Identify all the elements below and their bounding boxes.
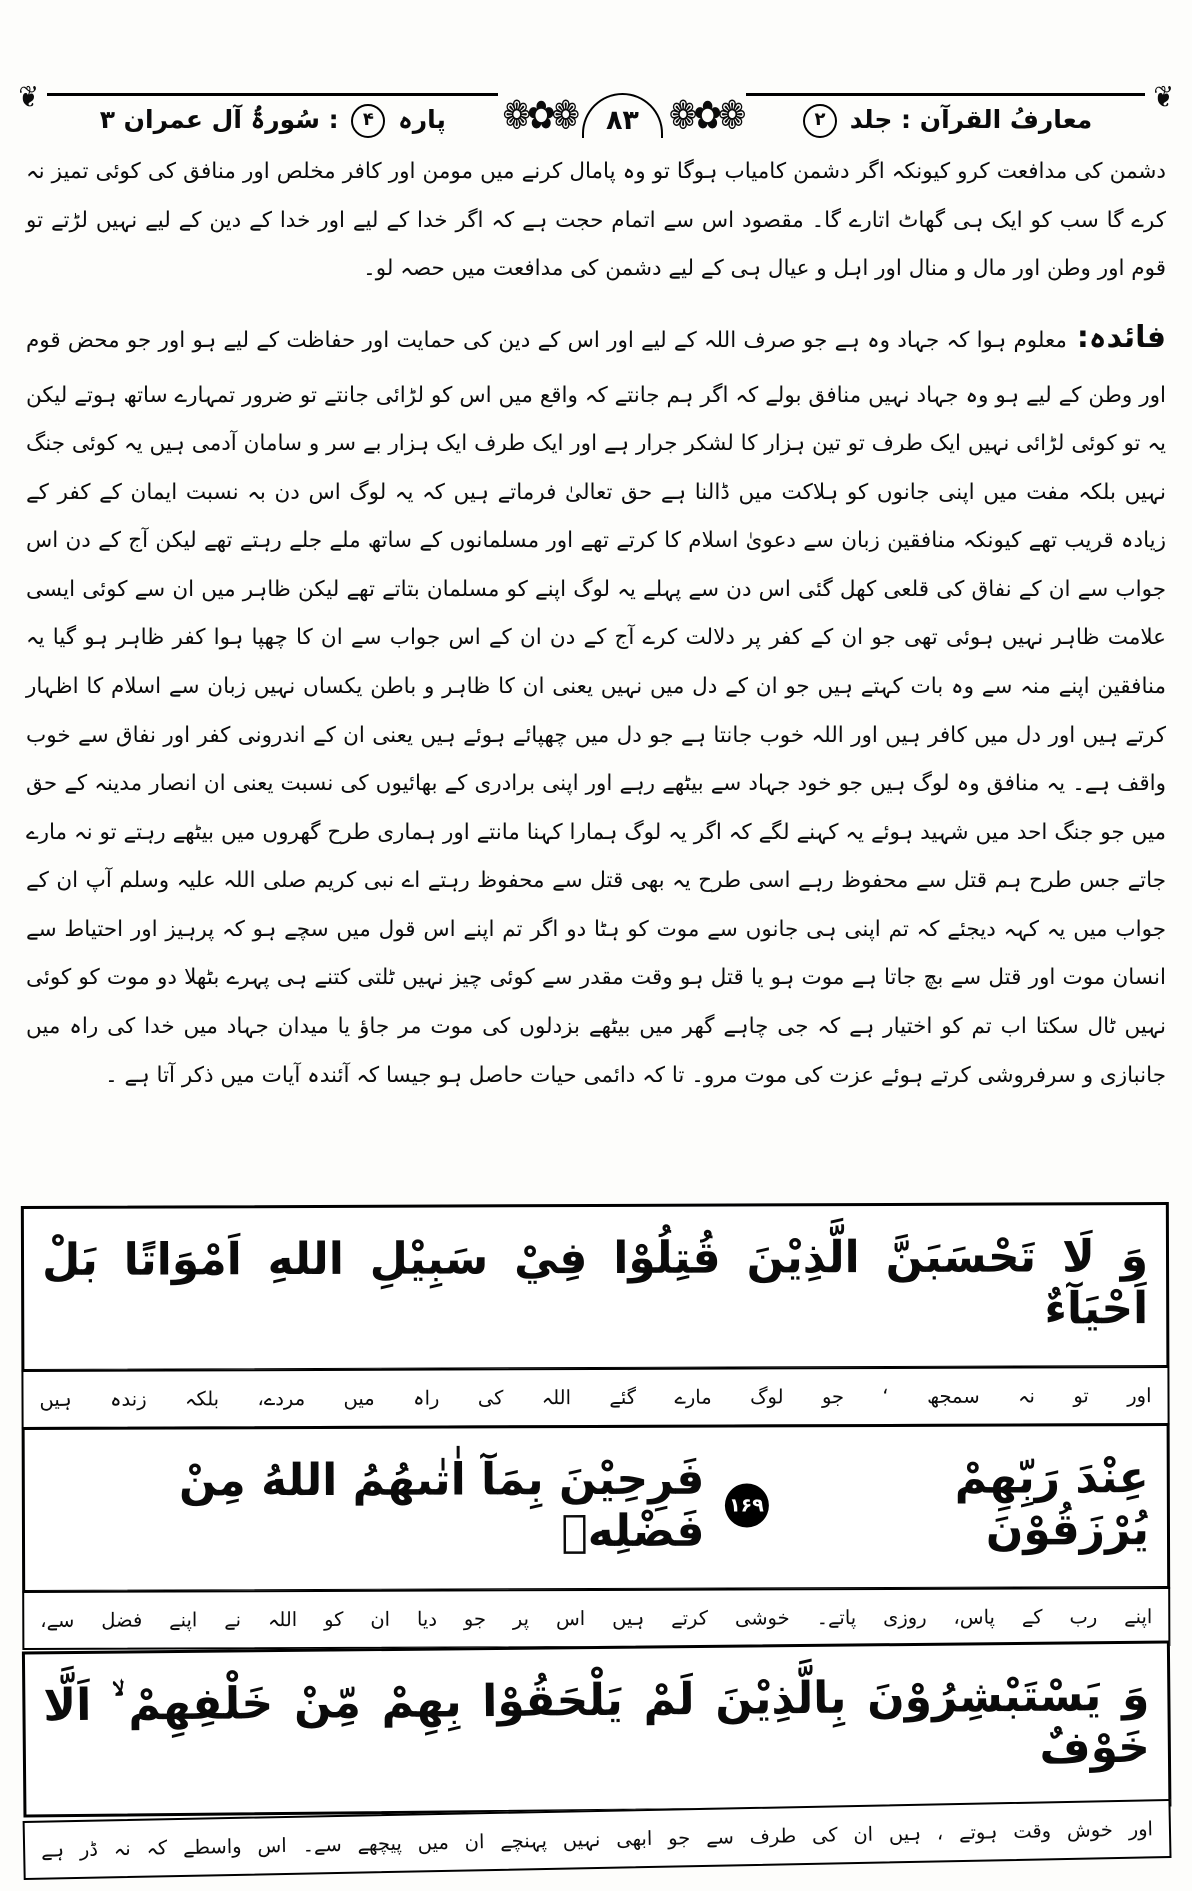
quran-verse-row-2: [22, 1423, 1171, 1593]
para-label: پارہ: [398, 105, 446, 134]
floral-ornament-icon: ❁✿❁: [668, 92, 743, 139]
verse-translation-block: [21, 1204, 1171, 1871]
paragraph-defence-of-enemy: دشمن کی مدافعت کرو کیونکہ اگر دشمن کامیاب ہوگا تو وہ پامال کرنے میں مومن اور کافر مخلص اور منافق کی کوئی تمیز نہ کرے گا سب کو ایک ہی گھاٹ اتارے گا۔ مقصود اس سے اتمام حجت ہے کہ اگر خدا کے لیے اور خدا کے دین کے لیے نہیں لڑتے تو قوم اور وطن اور مال و منال اور اہل و عیال ہی کے لیے دشمن کی مدافعت میں حصہ لو۔: [26, 159, 1166, 282]
floral-ornament-icon: ❁✿❁: [502, 92, 576, 139]
ayah-number-badge: ۱۶۹: [724, 1483, 768, 1527]
translation-row-1: اور تو نہ سمجھ ‘ جو لوگ مارے گئے اللہ کی راہ میں مردے، بلکہ زندہ ہیں: [21, 1366, 1169, 1429]
header-band: [16, 58, 1176, 138]
faida-body-text: معلوم ہوا کہ جہاد وہ ہے جو صرف اللہ کے لیے اور اس کے دین کی حمایت اور حفاظت کے لیے ہو اور جو محض قوم اور وطن کے لیے ہو وہ جہاد نہیں منافق بولے کہ اگر ہم جانتے کہ واقع میں اس کو لڑائی جانتے تو ضرور تمہارے ساتھ ہوتے لیکن یہ تو کوئی لڑائی نہیں ایک طرف تو تین ہزار کا لشکر جرار ہے اور ایک طرف ایک ہزار بے سر و سامان آدمی ہیں یہ کوئی جنگ نہیں بلکہ مفت میں اپنی جانوں کو ہلاکت میں ڈالنا ہے حق تعالیٰ فرماتے ہیں کہ یہ لوگ اس دن بہ نسبت ایمان کے کفر کے زیادہ قریب تھے کیونکہ منافقین زبان سے دعویٰ اسلام کا کرتے تھے اور مسلمانوں کے ساتھ ملے جلے رہتے تھے لیکن آج کے دن اس جواب سے ان کے نفاق کی قلعی کھل گئی اس دن سے پہلے یہ لوگ اپنے کو مسلمان بتاتے تھے لیکن ظاہر میں ان سے کوئی ایسی علامت ظاہر نہیں ہوئی تھی جو ان کے کفر پر دلالت کرے آج کے دن ان کے اس جواب سے ان کا چھپا ہوا کفر ظاہر ہو گیا یہ منافقین اپنے منہ سے وہ بات کہتے ہیں جو ان کے دل میں نہیں یعنی ان کا ظاہر و باطن یکساں نہیں زبان سے اسلام کا اظہار کرتے ہیں اور دل میں کافر ہیں اور اللہ خوب جانتا ہے جو دل میں چھپائے ہوئے ہیں یعنی ان کے اندرونی کفر اور نفاق سے خوب واقف ہے۔ یہ منافق وہ لوگ ہیں جو خود جہاد سے بیٹھے رہے اور اپنی برادری کے بھائیوں کی نسبت یعنی ان انصار مدینہ کے حق میں جو جنگ احد میں شہید ہوئے یہ کہنے لگے کہ اگر یہ لوگ ہمارا کہنا مانتے اور ہماری طرح گھروں میں بیٹھے رہتے تو نہ مارے جاتے جس طرح ہم قتل سے محفوظ رہے اسی طرح یہ بھی قتل سے محفوظ رہتے اے نبی کریم صلی اللہ علیہ وسلم آپ ان کے جواب میں یہ کہہ دیجئے کہ تم اپنی ہی جانوں سے موت کو ہٹا دو اگر تم اپنے اس قول میں سچے ہو کہ پرہیز اور احتیاط سے انسان موت اور قتل سے بچ جاتا ہے موت ہو یا قتل ہو وقت مقدر سے کوئی چیز نہیں ٹلتی کتنے ہی پہرے بٹھلا دو موت کو کوئی نہیں ٹال سکتا اب تم کو اختیار ہے کہ جی چاہے گھر میں بیٹھے بزدلوں کی موت مر جاؤ یا میدان جہاد میں خدا کی راہ میں جانبازی و سرفروشی کرتے ہوئے عزت کی موت مرو۔ تا کہ دائمی حیات حاصل ہو جیسا کہ آئندہ آیات میں ذکر آتا ہے ۔: [26, 327, 1166, 1088]
page-number: ۸۳: [582, 93, 663, 138]
faida-heading: فائدہ:: [1076, 319, 1166, 355]
commentary-text: [26, 148, 1166, 1110]
verse-segment-right: عِنْدَ رَبِّهِمْ يُرْزَقُوْنَ: [954, 1452, 1150, 1556]
paragraph-faida: [26, 304, 1166, 1100]
book-title-text: معارفُ القرآن : جلد: [849, 105, 1093, 134]
verse-segment-left: فَرِحِيْنَ بِمَآ اٰتٰىهُمُ اللهُ مِنْ فَضْلِهٖ: [178, 1453, 705, 1558]
para-number-badge: ۴: [351, 104, 385, 138]
translation-row-3: اور خوش وقت ہوتے ، ہیں ان کی طرف سے جو ابھی نہیں پہنچے ان میں پیچھے سے۔ اس واسطے کہ نہ ڈر ہے: [23, 1799, 1172, 1880]
header-center-ornaments: [498, 93, 746, 138]
header-book-title: [746, 93, 1144, 138]
volume-number-badge: ۲: [803, 104, 837, 138]
surah-label: : سُورۃُ آل عمران ۳: [99, 105, 339, 134]
quran-verse-row-3: وَ يَسْتَبْشِرُوْنَ بِالَّذِيْنَ لَمْ يَلْحَقُوْا بِهِمْ مِّنْ خَلْفِهِمْ ۙ اَلَّا خَوْفٌ: [22, 1640, 1172, 1817]
header-para-surah: [47, 93, 498, 138]
floral-ornament-icon: ❦: [18, 80, 39, 115]
floral-ornament-icon: ❦: [1153, 80, 1174, 115]
quran-verse-row-1: وَ لَا تَحْسَبَنَّ الَّذِيْنَ قُتِلُوْا فِيْ سَبِيْلِ اللهِ اَمْوَاتًا بَلْ اَحْيَآءٌ: [21, 1202, 1170, 1372]
translation-row-2: اپنے رب کے پاس، روزی پاتے۔ خوشی کرتے ہیں اس پر جو دیا ان کو اللہ نے اپنے فضل سے،: [22, 1587, 1170, 1650]
